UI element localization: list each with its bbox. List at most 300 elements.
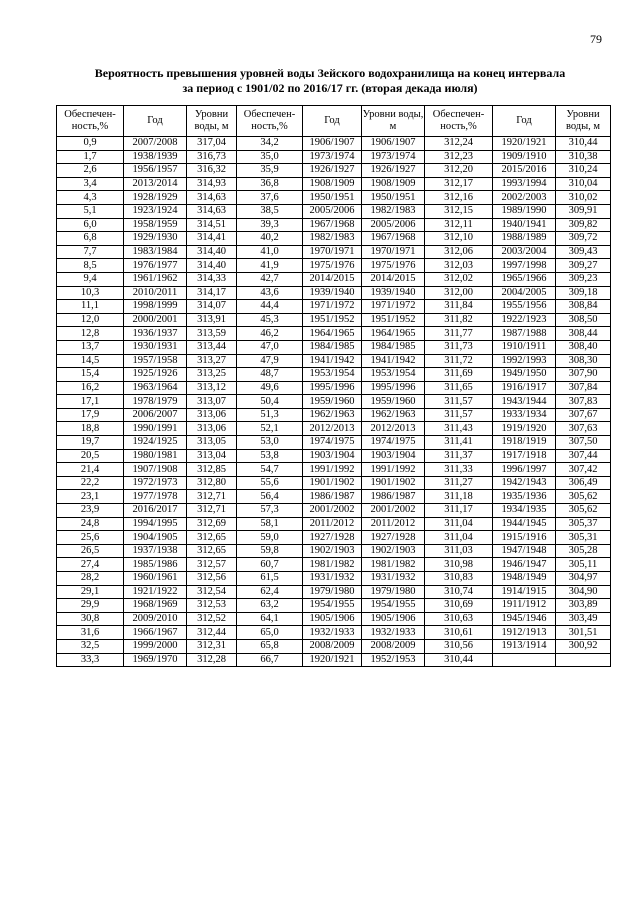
table-cell: 0,9 [57, 137, 124, 151]
table-cell: 1939/1940 [303, 286, 362, 300]
table-cell: 314,63 [187, 191, 237, 205]
table-cell: 48,7 [237, 368, 303, 382]
table-cell: 309,82 [556, 218, 611, 232]
table-cell: 42,7 [237, 272, 303, 286]
table-cell: 316,73 [187, 150, 237, 164]
table-cell: 1922/1923 [493, 313, 556, 327]
table-cell: 1930/1931 [124, 340, 187, 354]
table-cell: 312,52 [187, 612, 237, 626]
table-cell: 314,41 [187, 232, 237, 246]
table-cell: 1926/1927 [362, 164, 425, 178]
table-cell: 1906/1907 [303, 137, 362, 151]
table-row [57, 259, 611, 273]
column-header: Уровни воды, м [187, 106, 237, 137]
table-cell: 308,44 [556, 327, 611, 341]
table-cell: 1981/1982 [303, 558, 362, 572]
table-cell: 2006/2007 [124, 408, 187, 422]
table-cell: 312,06 [425, 245, 493, 259]
table-cell: 12,0 [57, 313, 124, 327]
table-cell: 1965/1966 [493, 272, 556, 286]
table-cell: 311,27 [425, 476, 493, 490]
column-header: Год [124, 106, 187, 137]
table-cell: 1997/1998 [493, 259, 556, 273]
table-cell: 27,4 [57, 558, 124, 572]
table-cell: 1932/1933 [362, 626, 425, 640]
table-cell: 309,27 [556, 259, 611, 273]
table-cell: 1967/1968 [303, 218, 362, 232]
table-cell: 1938/1939 [124, 150, 187, 164]
table-cell: 1905/1906 [303, 612, 362, 626]
table-cell: 310,63 [425, 612, 493, 626]
table-cell: 15,4 [57, 368, 124, 382]
table-cell: 313,25 [187, 368, 237, 382]
table-cell: 1995/1996 [362, 381, 425, 395]
table-cell: 304,97 [556, 572, 611, 586]
table-cell: 309,72 [556, 232, 611, 246]
table-cell: 1904/1905 [124, 531, 187, 545]
table-cell: 312,03 [425, 259, 493, 273]
table-cell: 310,04 [556, 177, 611, 191]
table-row [57, 191, 611, 205]
table-cell: 309,91 [556, 204, 611, 218]
table-cell: 311,43 [425, 422, 493, 436]
table-cell: 1964/1965 [303, 327, 362, 341]
table-cell: 311,69 [425, 368, 493, 382]
column-header: Обеспечен-ность,% [425, 106, 493, 137]
table-row [57, 137, 611, 151]
table-cell: 312,57 [187, 558, 237, 572]
table-cell: 311,57 [425, 395, 493, 409]
table-cell: 1908/1909 [362, 177, 425, 191]
table-cell: 1944/1945 [493, 517, 556, 531]
table-cell: 1959/1960 [303, 395, 362, 409]
table-cell: 309,23 [556, 272, 611, 286]
table-cell: 1943/1944 [493, 395, 556, 409]
table-cell: 2015/2016 [493, 164, 556, 178]
table-cell: 46,2 [237, 327, 303, 341]
table-cell: 41,0 [237, 245, 303, 259]
table-row [57, 599, 611, 613]
table-cell: 44,4 [237, 300, 303, 314]
column-header: Обеспечен-ность,% [237, 106, 303, 137]
table-cell: 1949/1950 [493, 368, 556, 382]
table-cell: 1940/1941 [493, 218, 556, 232]
table-cell: 305,31 [556, 531, 611, 545]
table-row [57, 436, 611, 450]
table-cell: 307,83 [556, 395, 611, 409]
table-cell: 1941/1942 [362, 354, 425, 368]
table-cell: 1995/1996 [303, 381, 362, 395]
table-cell: 1920/1921 [493, 137, 556, 151]
table-cell: 1918/1919 [493, 436, 556, 450]
table-cell: 1946/1947 [493, 558, 556, 572]
table-cell: 311,04 [425, 531, 493, 545]
table-cell: 1981/1982 [362, 558, 425, 572]
table-cell: 312,54 [187, 585, 237, 599]
table-cell: 2010/2011 [124, 286, 187, 300]
table-cell: 47,9 [237, 354, 303, 368]
table-cell: 1964/1965 [362, 327, 425, 341]
table-cell: 313,05 [187, 436, 237, 450]
table-cell: 19,7 [57, 436, 124, 450]
table-cell: 303,49 [556, 612, 611, 626]
table-cell: 1958/1959 [124, 218, 187, 232]
table-cell: 1962/1963 [362, 408, 425, 422]
table-cell: 16,2 [57, 381, 124, 395]
table-cell: 1934/1935 [493, 504, 556, 518]
table-cell: 26,5 [57, 544, 124, 558]
table-cell: 310,61 [425, 626, 493, 640]
table-cell: 1912/1913 [493, 626, 556, 640]
column-header: Уровни воды, м [362, 106, 425, 137]
table-cell: 57,3 [237, 504, 303, 518]
table-cell: 18,8 [57, 422, 124, 436]
table-cell: 2003/2004 [493, 245, 556, 259]
table-cell: 1924/1925 [124, 436, 187, 450]
table-cell: 43,6 [237, 286, 303, 300]
title-line-2: за период с 1901/02 по 2016/17 гг. (вторая декада июля) [182, 81, 478, 95]
table-cell: 313,12 [187, 381, 237, 395]
table-cell: 307,90 [556, 368, 611, 382]
table-cell: 28,2 [57, 572, 124, 586]
table-cell: 8,5 [57, 259, 124, 273]
table-cell: 6,0 [57, 218, 124, 232]
table-cell [493, 653, 556, 667]
table-cell: 1929/1930 [124, 232, 187, 246]
table-cell: 51,3 [237, 408, 303, 422]
table-cell: 1911/1912 [493, 599, 556, 613]
table-cell: 1917/1918 [493, 449, 556, 463]
table-cell: 305,62 [556, 504, 611, 518]
table-cell: 31,6 [57, 626, 124, 640]
document-title [40, 66, 620, 96]
table-cell: 308,50 [556, 313, 611, 327]
table-cell: 1953/1954 [303, 368, 362, 382]
table-cell: 311,37 [425, 449, 493, 463]
table-cell: 11,1 [57, 300, 124, 314]
table-cell: 1960/1961 [124, 572, 187, 586]
table-cell: 1991/1992 [362, 463, 425, 477]
table-row [57, 177, 611, 191]
table-cell: 305,11 [556, 558, 611, 572]
table-cell: 1920/1921 [303, 653, 362, 667]
table-cell: 311,41 [425, 436, 493, 450]
table-cell: 2005/2006 [303, 204, 362, 218]
table-cell: 23,9 [57, 504, 124, 518]
table-row [57, 408, 611, 422]
table-cell: 2004/2005 [493, 286, 556, 300]
table-cell: 311,57 [425, 408, 493, 422]
table-row [57, 313, 611, 327]
table-cell: 312,80 [187, 476, 237, 490]
table-cell: 2001/2002 [362, 504, 425, 518]
table-cell: 1928/1929 [124, 191, 187, 205]
table-cell: 12,8 [57, 327, 124, 341]
table-cell: 17,9 [57, 408, 124, 422]
table-cell: 54,7 [237, 463, 303, 477]
table-cell: 2009/2010 [124, 612, 187, 626]
table-cell: 1954/1955 [362, 599, 425, 613]
table-cell: 314,40 [187, 259, 237, 273]
table-cell: 1931/1932 [362, 572, 425, 586]
table-cell: 1925/1926 [124, 368, 187, 382]
table-cell: 35,0 [237, 150, 303, 164]
table-row [57, 204, 611, 218]
table-row [57, 517, 611, 531]
table-cell: 306,49 [556, 476, 611, 490]
table-cell: 62,4 [237, 585, 303, 599]
table-cell: 312,10 [425, 232, 493, 246]
table-cell: 2005/2006 [362, 218, 425, 232]
table-cell: 65,0 [237, 626, 303, 640]
table-cell: 312,16 [425, 191, 493, 205]
table-cell: 2014/2015 [303, 272, 362, 286]
table-cell: 1971/1972 [362, 300, 425, 314]
table-row [57, 286, 611, 300]
table-cell: 45,3 [237, 313, 303, 327]
column-header: Год [303, 106, 362, 137]
table-cell: 3,4 [57, 177, 124, 191]
table-cell: 313,91 [187, 313, 237, 327]
table-cell: 311,33 [425, 463, 493, 477]
table-cell: 311,18 [425, 490, 493, 504]
table-cell: 1982/1983 [362, 204, 425, 218]
table-cell: 316,32 [187, 164, 237, 178]
table-cell: 25,6 [57, 531, 124, 545]
table-cell: 13,7 [57, 340, 124, 354]
table-cell: 1936/1937 [124, 327, 187, 341]
table-cell: 1902/1903 [362, 544, 425, 558]
table-cell: 1919/1920 [493, 422, 556, 436]
table-cell: 1914/1915 [493, 585, 556, 599]
table-row [57, 585, 611, 599]
table-cell: 1989/1990 [493, 204, 556, 218]
table-cell: 1931/1932 [303, 572, 362, 586]
table-cell: 2012/2013 [303, 422, 362, 436]
table-cell: 2008/2009 [362, 639, 425, 653]
table-row [57, 558, 611, 572]
table-cell: 1983/1984 [124, 245, 187, 259]
table-cell: 1978/1979 [124, 395, 187, 409]
table-cell: 38,5 [237, 204, 303, 218]
table-cell: 1992/1993 [493, 354, 556, 368]
table-cell: 1950/1951 [362, 191, 425, 205]
table-cell: 314,51 [187, 218, 237, 232]
table-cell: 310,44 [556, 137, 611, 151]
table-cell: 310,56 [425, 639, 493, 653]
table-cell: 63,2 [237, 599, 303, 613]
table-row [57, 422, 611, 436]
table-cell: 4,3 [57, 191, 124, 205]
table-cell: 29,9 [57, 599, 124, 613]
table-cell: 1980/1981 [124, 449, 187, 463]
table-cell: 1903/1904 [362, 449, 425, 463]
table-cell: 1968/1969 [124, 599, 187, 613]
table-cell: 1970/1971 [303, 245, 362, 259]
table-cell: 1987/1988 [493, 327, 556, 341]
table-cell: 40,2 [237, 232, 303, 246]
table-cell: 311,65 [425, 381, 493, 395]
table-cell: 5,1 [57, 204, 124, 218]
table-cell: 55,6 [237, 476, 303, 490]
table-row [57, 463, 611, 477]
table-cell: 310,02 [556, 191, 611, 205]
table-cell: 1903/1904 [303, 449, 362, 463]
table-cell: 1905/1906 [362, 612, 425, 626]
table-row [57, 626, 611, 640]
table-row [57, 150, 611, 164]
table-cell: 1971/1972 [303, 300, 362, 314]
table-cell: 312,53 [187, 599, 237, 613]
table-header-row [57, 106, 611, 137]
table-cell: 1984/1985 [303, 340, 362, 354]
table-cell: 317,04 [187, 137, 237, 151]
table-cell: 1955/1956 [493, 300, 556, 314]
table-cell: 312,65 [187, 531, 237, 545]
table-cell: 1972/1973 [124, 476, 187, 490]
table-cell: 312,23 [425, 150, 493, 164]
table-cell: 313,27 [187, 354, 237, 368]
table-cell: 1951/1952 [362, 313, 425, 327]
table-cell: 64,1 [237, 612, 303, 626]
table-row [57, 327, 611, 341]
table-cell: 1973/1974 [362, 150, 425, 164]
table-cell: 2016/2017 [124, 504, 187, 518]
table-cell: 2012/2013 [362, 422, 425, 436]
table-cell: 53,0 [237, 436, 303, 450]
table-cell: 1942/1943 [493, 476, 556, 490]
table-cell: 14,5 [57, 354, 124, 368]
table-cell: 1991/1992 [303, 463, 362, 477]
table-cell: 1906/1907 [362, 137, 425, 151]
table-row [57, 164, 611, 178]
table-row [57, 368, 611, 382]
table-cell: 1966/1967 [124, 626, 187, 640]
table-cell: 10,3 [57, 286, 124, 300]
table-cell: 314,63 [187, 204, 237, 218]
table-cell: 1923/1924 [124, 204, 187, 218]
table-cell: 312,44 [187, 626, 237, 640]
table-cell: 1976/1977 [124, 259, 187, 273]
table-cell: 1910/1911 [493, 340, 556, 354]
table-cell: 1993/1994 [493, 177, 556, 191]
table-cell: 1945/1946 [493, 612, 556, 626]
table-cell: 312,20 [425, 164, 493, 178]
table-row [57, 490, 611, 504]
table-cell: 2013/2014 [124, 177, 187, 191]
table-cell: 307,84 [556, 381, 611, 395]
table-cell: 1984/1985 [362, 340, 425, 354]
table-cell: 17,1 [57, 395, 124, 409]
table-cell: 312,17 [425, 177, 493, 191]
table-cell: 6,8 [57, 232, 124, 246]
probability-table [56, 105, 611, 667]
table-cell: 37,6 [237, 191, 303, 205]
table-cell: 1935/1936 [493, 490, 556, 504]
table-cell: 1927/1928 [303, 531, 362, 545]
table-cell: 66,7 [237, 653, 303, 667]
table-cell: 59,0 [237, 531, 303, 545]
table-cell: 314,40 [187, 245, 237, 259]
table-cell: 312,00 [425, 286, 493, 300]
table-cell: 312,28 [187, 653, 237, 667]
table-cell: 1901/1902 [303, 476, 362, 490]
table-cell: 307,50 [556, 436, 611, 450]
table-cell: 313,06 [187, 408, 237, 422]
table-cell: 36,8 [237, 177, 303, 191]
table-cell: 24,8 [57, 517, 124, 531]
table-cell: 1948/1949 [493, 572, 556, 586]
table-cell: 1986/1987 [362, 490, 425, 504]
table-cell: 61,5 [237, 572, 303, 586]
table-cell: 307,42 [556, 463, 611, 477]
table-cell: 307,44 [556, 449, 611, 463]
table-cell: 1,7 [57, 150, 124, 164]
table-cell: 1952/1953 [362, 653, 425, 667]
table-cell: 2002/2003 [493, 191, 556, 205]
table-cell: 1926/1927 [303, 164, 362, 178]
table-row [57, 232, 611, 246]
table-cell: 1982/1983 [303, 232, 362, 246]
table-cell: 1902/1903 [303, 544, 362, 558]
table-cell: 1975/1976 [362, 259, 425, 273]
table-cell: 1953/1954 [362, 368, 425, 382]
table-cell: 310,24 [556, 164, 611, 178]
table-cell: 311,03 [425, 544, 493, 558]
table-cell: 1927/1928 [362, 531, 425, 545]
table-cell: 1979/1980 [362, 585, 425, 599]
table-cell: 52,1 [237, 422, 303, 436]
table-cell: 1998/1999 [124, 300, 187, 314]
table-cell: 1979/1980 [303, 585, 362, 599]
table-cell: 1913/1914 [493, 639, 556, 653]
table-cell: 311,84 [425, 300, 493, 314]
table-cell: 32,5 [57, 639, 124, 653]
table-cell: 1939/1940 [362, 286, 425, 300]
table-row [57, 504, 611, 518]
table-cell: 311,73 [425, 340, 493, 354]
table-cell: 312,85 [187, 463, 237, 477]
table-cell: 1954/1955 [303, 599, 362, 613]
table-cell: 65,8 [237, 639, 303, 653]
table-cell: 1909/1910 [493, 150, 556, 164]
table-cell: 312,69 [187, 517, 237, 531]
table-cell: 312,56 [187, 572, 237, 586]
table-cell: 308,40 [556, 340, 611, 354]
table-cell: 310,98 [425, 558, 493, 572]
column-header: Год [493, 106, 556, 137]
table-cell: 314,93 [187, 177, 237, 191]
table-cell: 314,17 [187, 286, 237, 300]
table-cell: 312,11 [425, 218, 493, 232]
table-cell: 1990/1991 [124, 422, 187, 436]
table-cell: 1977/1978 [124, 490, 187, 504]
table-row [57, 544, 611, 558]
table-cell: 1961/1962 [124, 272, 187, 286]
table-cell: 311,77 [425, 327, 493, 341]
table-cell: 1975/1976 [303, 259, 362, 273]
table-cell: 2001/2002 [303, 504, 362, 518]
table-cell: 1932/1933 [303, 626, 362, 640]
table-cell: 58,1 [237, 517, 303, 531]
table-body [57, 137, 611, 667]
table-cell: 312,24 [425, 137, 493, 151]
table-cell: 1994/1995 [124, 517, 187, 531]
table-cell: 1921/1922 [124, 585, 187, 599]
table-cell: 2011/2012 [362, 517, 425, 531]
table-cell: 23,1 [57, 490, 124, 504]
table-row [57, 272, 611, 286]
